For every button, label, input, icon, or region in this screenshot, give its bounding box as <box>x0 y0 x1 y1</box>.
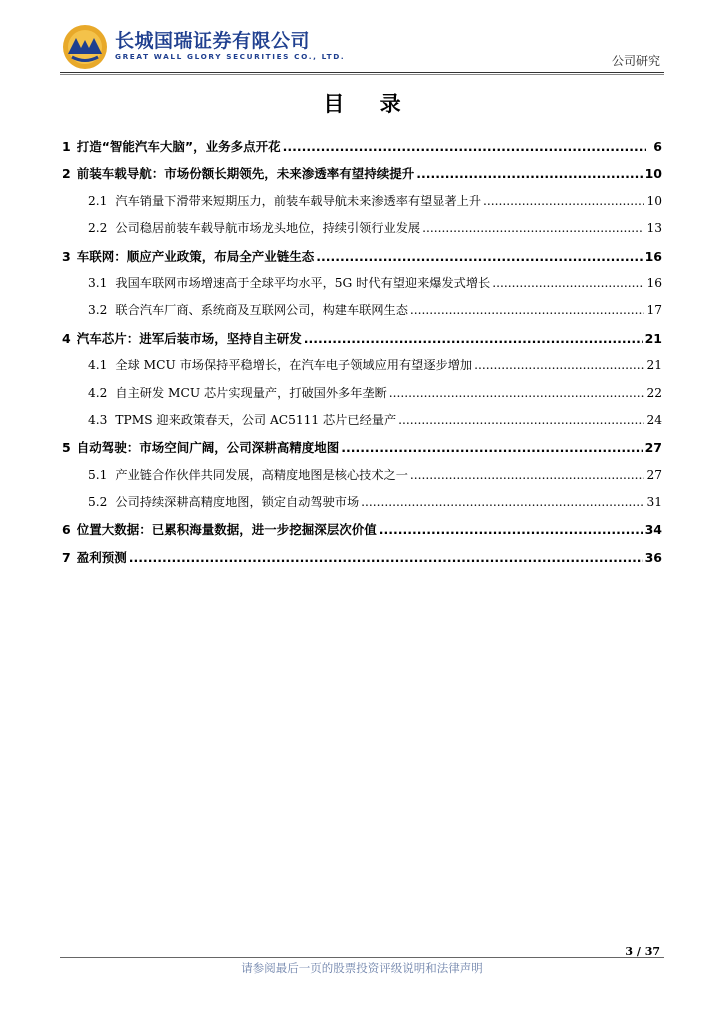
toc-entry-number: 2.1 <box>88 193 108 208</box>
toc-entry-number: 5 <box>62 440 71 456</box>
toc-entry-title: 位置大数据：已累积海量数据，进一步挖掘深层次价值 <box>76 522 377 538</box>
toc-dot-leader <box>316 249 642 264</box>
toc-entry-number: 4.1 <box>88 358 108 373</box>
toc-entry-number: 6 <box>62 522 71 538</box>
toc-entry-title: 盈利预测 <box>76 549 127 565</box>
toc-entry-page: 27 <box>644 440 662 456</box>
toc-entry-title: 打造“智能汽车大脑”，业务多点开花 <box>76 139 281 154</box>
footer-divider <box>60 957 664 958</box>
company-name-en: GREAT WALL GLORY SECURITIES CO., LTD. <box>115 52 346 61</box>
toc-entry-page: 24 <box>646 412 662 427</box>
page-header <box>0 0 724 80</box>
toc-entry[interactable] <box>62 219 662 246</box>
toc-dot-leader <box>474 358 644 372</box>
toc-entry-title: 自动驾驶：市场空间广阔，公司深耕高精度地图 <box>76 440 340 456</box>
toc-dot-leader <box>389 386 645 400</box>
disclaimer-link[interactable]: 请参阅最后一页的股票投资评级说明和法律声明 <box>241 961 483 975</box>
toc-dot-leader <box>398 413 644 427</box>
toc-entry-number: 3.1 <box>88 275 108 290</box>
toc-dot-leader <box>129 550 643 565</box>
toc-entry-number: 5.1 <box>88 467 108 482</box>
toc-entry-number: 2.2 <box>88 221 108 236</box>
table-of-contents <box>62 137 662 575</box>
toc-entry[interactable] <box>62 329 662 356</box>
toc-dot-leader <box>361 495 644 509</box>
toc-dot-leader <box>283 139 646 154</box>
company-name-cn: 长城国瑞证券有限公司 <box>115 30 311 52</box>
toc-entry[interactable] <box>62 438 662 465</box>
toc-entry-title: 公司稳居前装车载导航市场龙头地位，持续引领行业发展 <box>115 221 421 236</box>
toc-entry-title: 汽车芯片：进军后装市场，坚持自主研发 <box>76 330 302 346</box>
toc-entry[interactable] <box>62 356 662 383</box>
toc-entry[interactable] <box>62 520 662 547</box>
toc-entry[interactable] <box>62 301 662 328</box>
toc-entry[interactable] <box>62 247 662 274</box>
toc-entry-number: 3 <box>62 248 71 264</box>
toc-entry-title: TPMS 迎来政策春天，公司 AC5111 芯片已经量产 <box>115 412 397 427</box>
toc-entry[interactable] <box>62 493 662 520</box>
toc-entry-page: 6 <box>653 139 662 154</box>
toc-entry-number: 7 <box>62 549 71 565</box>
toc-entry[interactable] <box>62 466 662 493</box>
toc-title: 目 录 <box>323 92 415 116</box>
toc-dot-leader <box>304 331 643 346</box>
toc-dot-leader <box>422 221 644 235</box>
toc-entry-page: 16 <box>644 248 662 264</box>
toc-entry-page: 13 <box>646 221 662 236</box>
toc-entry-title: 车联网：顺应产业政策，布局全产业链生态 <box>76 248 315 264</box>
toc-entry-page: 21 <box>646 358 662 373</box>
toc-dot-leader <box>410 303 645 317</box>
header-divider-thin <box>60 74 664 75</box>
toc-entry-title: 前装车载导航：市场份额长期领先，未来渗透率有望持续提升 <box>76 166 415 182</box>
toc-entry-number: 5.2 <box>88 495 108 510</box>
toc-dot-leader <box>483 194 644 208</box>
toc-entry-page: 36 <box>644 549 662 565</box>
toc-entry-title: 联合汽车厂商、系统商及互联网公司，构建车联网生态 <box>115 303 408 318</box>
toc-entry-title: 自主研发 MCU 芯片实现量产，打破国外多年垄断 <box>115 385 387 400</box>
toc-entry-page: 22 <box>646 385 662 400</box>
toc-dot-leader <box>416 166 642 181</box>
toc-entry[interactable] <box>62 411 662 438</box>
toc-entry-title: 公司持续深耕高精度地图，锁定自动驾驶市场 <box>115 495 360 510</box>
toc-entry-title: 全球 MCU 市场保持平稳增长，在汽车电子领域应用有望逐步增加 <box>115 358 473 373</box>
toc-entry-page: 27 <box>646 467 662 482</box>
header-divider <box>60 72 664 73</box>
toc-entry-page: 31 <box>646 495 662 510</box>
toc-dot-leader <box>341 440 642 455</box>
toc-entry[interactable] <box>62 137 662 164</box>
toc-entry-page: 16 <box>646 275 662 290</box>
toc-entry-page: 17 <box>646 303 662 318</box>
toc-entry[interactable] <box>62 274 662 301</box>
toc-entry[interactable] <box>62 548 662 575</box>
toc-entry-number: 3.2 <box>88 303 108 318</box>
great-wall-glory-logo-icon <box>62 24 108 70</box>
toc-entry[interactable] <box>62 384 662 411</box>
toc-entry-page: 10 <box>646 193 662 208</box>
toc-entry-title: 产业链合作伙伴共同发展，高精度地图是核心技术之一 <box>115 467 408 482</box>
section-label: 公司研究 <box>611 54 660 68</box>
toc-entry-page: 10 <box>644 166 662 182</box>
toc-dot-leader <box>410 468 645 482</box>
toc-entry-title: 汽车销量下滑带来短期压力，前装车载导航未来渗透率有望显著上升 <box>115 193 482 208</box>
toc-entry-number: 4.2 <box>88 385 108 400</box>
toc-dot-leader <box>379 522 643 537</box>
toc-dot-leader <box>492 276 644 290</box>
toc-entry-number: 4.3 <box>88 412 108 427</box>
toc-entry-number: 2 <box>62 166 71 182</box>
page-number: 3 / 37 <box>625 945 660 958</box>
toc-entry-title: 我国车联网市场增速高于全球平均水平，5G 时代有望迎来爆发式增长 <box>115 275 491 290</box>
toc-entry-page: 21 <box>644 330 662 346</box>
toc-entry[interactable] <box>62 164 662 191</box>
toc-entry-number: 1 <box>62 139 71 154</box>
toc-entry-page: 34 <box>644 522 662 538</box>
toc-entry-number: 4 <box>62 330 71 346</box>
toc-entry[interactable] <box>62 192 662 219</box>
